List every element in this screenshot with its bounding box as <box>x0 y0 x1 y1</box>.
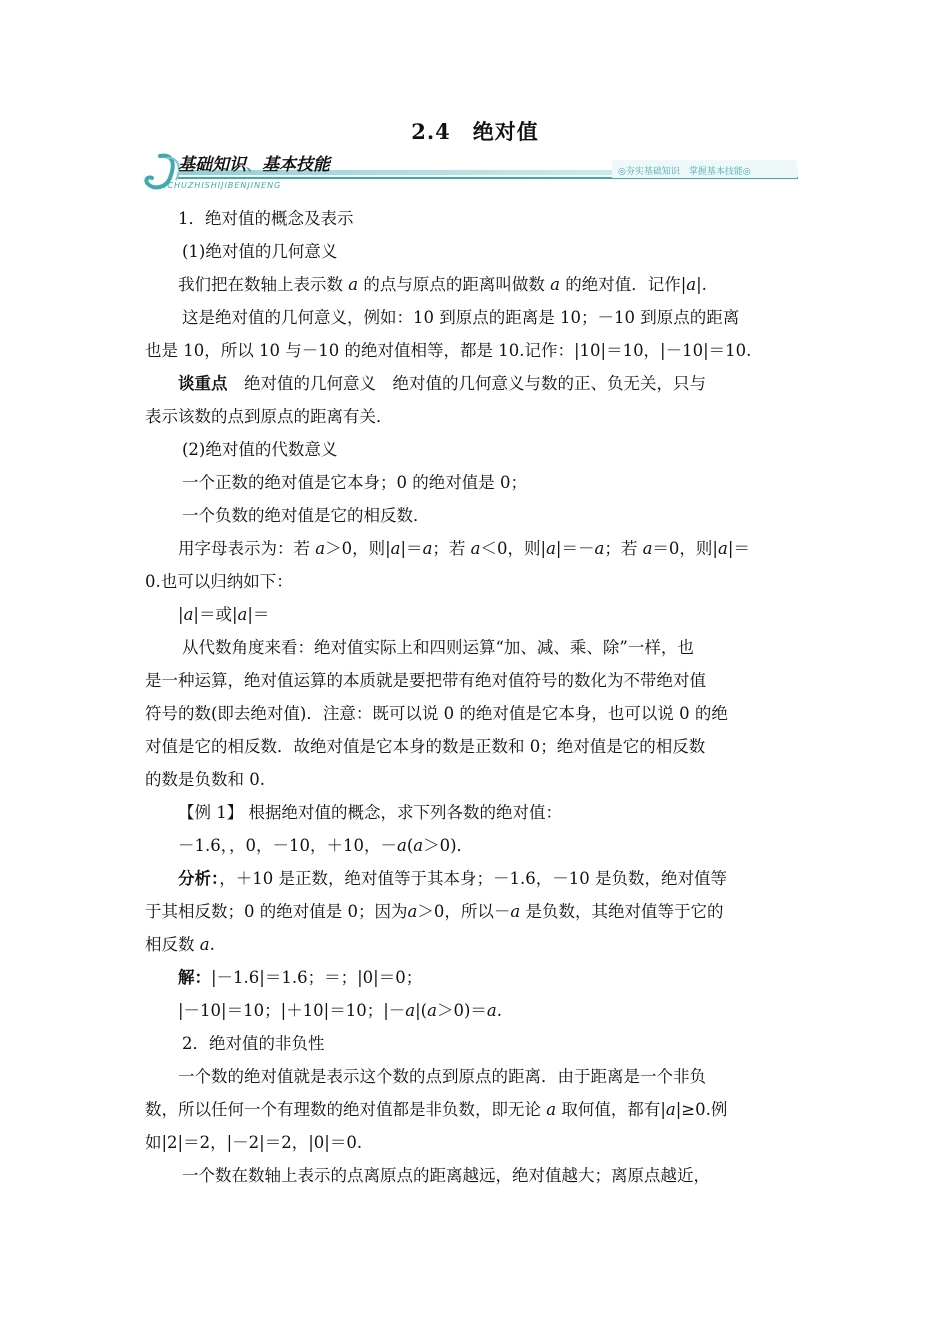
note-emphasis: 谈重点 绝对值的几何意义 绝对值的几何意义与数的正、负无关，只与 <box>178 374 706 393</box>
paragraph-example-cont: 也是 10，所以 10 与－10 的绝对值相等，都是 10.记作：|10|＝10，|－10|＝10. <box>145 341 752 360</box>
paragraph-positive: 一个正数的绝对值是它本身；0 的绝对值是 0； <box>182 473 527 492</box>
paragraph-letters: 用字母表示为：若 a＞0，则|a|＝a；若 a＜0，则|a|＝－a；若 a＝0，则|a|＝ <box>178 539 750 558</box>
solution: 解：|－1.6|＝1.6；＝；|0|＝0； <box>178 968 423 987</box>
formula-line: |a|＝或|a|＝ <box>178 605 270 624</box>
paragraph-negative: 一个负数的绝对值是它的相反数． <box>182 506 430 525</box>
subheading-1: (1)绝对值的几何意义 <box>182 242 338 261</box>
paragraph-algebra-2: 是一种运算，绝对值运算的本质就是要把带有绝对值符号的数化为不带绝对值 <box>145 671 706 690</box>
banner-left-text: 基础知识 <box>178 155 246 175</box>
paragraph-nonneg: 一个数的绝对值就是表示这个数的点到原点的距离．由于距离是一个非负 <box>178 1067 706 1086</box>
paragraph-distance: 一个数在数轴上表示的点离原点的距离越远，绝对值越大；离原点越近， <box>182 1166 710 1185</box>
paragraph-nonneg-2: 数，所以任何一个有理数的绝对值都是非负数，即无论 a 取何值，都有|a|≥0.例 <box>145 1100 728 1119</box>
banner-pinyin: ICHUZHISHIJIBENJINENG <box>164 181 282 190</box>
banner-graphic <box>142 148 807 194</box>
paragraph-letters-cont: 0.也可以归纳如下： <box>145 572 293 591</box>
paragraph-algebra-5: 的数是负数和 0. <box>145 770 265 789</box>
section-banner <box>142 148 807 194</box>
paragraph-nonneg-3: 如|2|＝2，|－2|＝2，|0|＝0. <box>145 1133 363 1152</box>
banner-separator: 、 <box>246 155 263 174</box>
analysis-3: 相反数 a. <box>145 935 215 954</box>
page-title: 2.4 绝对值 <box>411 119 539 144</box>
example-1-numbers: －1.6，，0，－10，＋10，－a(a＞0)． <box>178 836 474 855</box>
heading-2: 2．绝对值的非负性 <box>182 1034 325 1053</box>
paragraph-algebra-4: 对值是它的相反数．故绝对值是它本身的数是正数和 0；绝对值是它的相反数 <box>145 737 706 756</box>
analysis: 分析：，＋10 是正数，绝对值等于其本身；－1.6，－10 是负数，绝对值等 <box>178 869 727 888</box>
paragraph-algebra-3: 符号的数(即去绝对值)．注意：既可以说 0 的绝对值是它本身，也可以说 0 的绝 <box>145 704 728 723</box>
banner-right-text: 基本技能 <box>262 155 330 175</box>
paragraph-definition: 我们把在数轴上表示数 a 的点与原点的距离叫做数 a 的绝对值．记作|a|. <box>178 275 707 294</box>
example-1-title: 【例 1】 根据绝对值的概念，求下列各数的绝对值： <box>178 803 562 822</box>
analysis-2: 于其相反数；0 的绝对值是 0；因为a＞0，所以－a 是负数，其绝对值等于它的 <box>145 902 724 921</box>
subheading-2: (2)绝对值的代数意义 <box>182 440 338 459</box>
banner-slogan: ◎夯实基础知识 掌握基本技能◎ <box>618 167 751 177</box>
heading-1: 1．绝对值的概念及表示 <box>178 209 354 228</box>
solution-2: |－10|＝10；|＋10|＝10；|－a|(a＞0)＝a. <box>178 1001 502 1020</box>
paragraph-example: 这是绝对值的几何意义，例如：10 到原点的距离是 10；－10 到原点的距离 <box>182 308 740 327</box>
note-emphasis-cont: 表示该数的点到原点的距离有关． <box>145 407 393 426</box>
paragraph-algebra: 从代数角度来看：绝对值实际上和四则运算“加、减、乘、除”一样，也 <box>182 638 694 657</box>
